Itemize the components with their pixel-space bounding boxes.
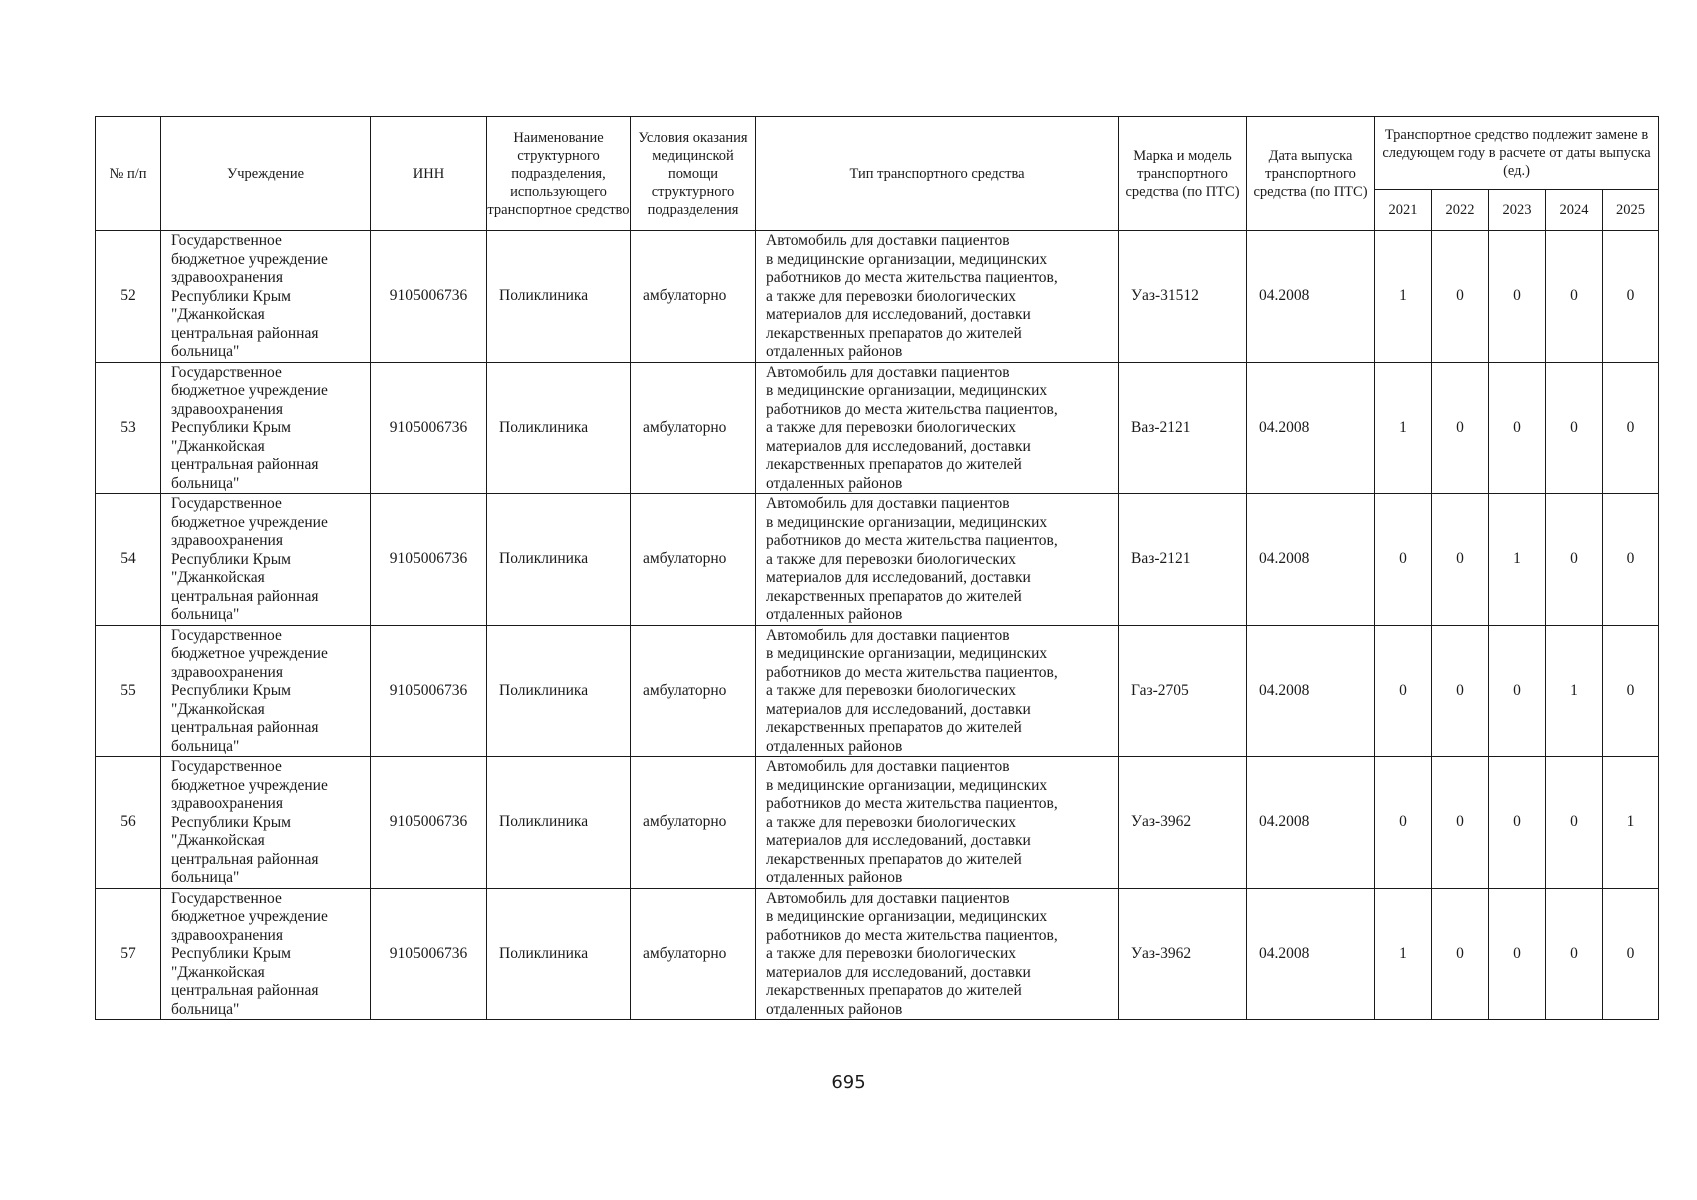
row-year-2024: 0 [1546, 231, 1603, 363]
row-year-2022: 0 [1432, 888, 1489, 1020]
row-year-2023: 0 [1489, 625, 1546, 757]
table-row [96, 362, 1659, 494]
page-number: 695 [831, 1072, 866, 1093]
row-vehicle-type: Автомобиль для доставки пациентов в медицинские организации, медицинских работников до места жительства пациентов, а также для перевозки биологических материалов для исследований, доставки лекарственных препаратов до жителей отдаленных районов [756, 888, 1119, 1020]
header-type: Тип транспортного средства [756, 117, 1119, 231]
row-inn: 9105006736 [371, 625, 487, 757]
header-org: Учреждение [161, 117, 371, 231]
row-conditions: амбулаторно [631, 757, 756, 889]
row-vehicle-type: Автомобиль для доставки пациентов в медицинские организации, медицинских работников до места жительства пациентов, а также для перевозки биологических материалов для исследований, доставки лекарственных препаратов до жителей отдаленных районов [756, 625, 1119, 757]
row-conditions: амбулаторно [631, 362, 756, 494]
row-release-date: 04.2008 [1247, 757, 1375, 889]
row-organization: Государственное бюджетное учреждение здравоохранения Республики Крым "Джанкойская центральная районная больница" [161, 231, 371, 363]
row-organization: Государственное бюджетное учреждение здравоохранения Республики Крым "Джанкойская центральная районная больница" [161, 757, 371, 889]
header-model: Марка и модель транспортного средства (по ПТС) [1119, 117, 1247, 231]
row-year-2024: 0 [1546, 757, 1603, 889]
row-year-2023: 0 [1489, 362, 1546, 494]
row-year-2021: 0 [1375, 494, 1432, 626]
row-vehicle-type: Автомобиль для доставки пациентов в медицинские организации, медицинских работников до места жительства пациентов, а также для перевозки биологических материалов для исследований, доставки лекарственных препаратов до жителей отдаленных районов [756, 757, 1119, 889]
header-num: № п/п [96, 117, 161, 231]
row-vehicle-type: Автомобиль для доставки пациентов в медицинские организации, медицинских работников до места жительства пациентов, а также для перевозки биологических материалов для исследований, доставки лекарственных препаратов до жителей отдаленных районов [756, 362, 1119, 494]
row-vehicle-type: Автомобиль для доставки пациентов в медицинские организации, медицинских работников до места жительства пациентов, а также для перевозки биологических материалов для исследований, доставки лекарственных препаратов до жителей отдаленных районов [756, 494, 1119, 626]
row-release-date: 04.2008 [1247, 362, 1375, 494]
row-release-date: 04.2008 [1247, 888, 1375, 1020]
row-conditions: амбулаторно [631, 625, 756, 757]
row-number: 55 [96, 625, 161, 757]
row-inn: 9105006736 [371, 231, 487, 363]
row-inn: 9105006736 [371, 494, 487, 626]
row-vehicle-model: Ваз-2121 [1119, 494, 1247, 626]
header-inn: ИНН [371, 117, 487, 231]
row-unit: Поликлиника [487, 888, 631, 1020]
table-row [96, 757, 1659, 889]
table-row [96, 625, 1659, 757]
vehicle-table [95, 116, 1659, 1020]
header-year: 2022 [1432, 190, 1489, 231]
row-organization: Государственное бюджетное учреждение здравоохранения Республики Крым "Джанкойская центральная районная больница" [161, 625, 371, 757]
row-unit: Поликлиника [487, 625, 631, 757]
row-year-2022: 0 [1432, 494, 1489, 626]
table-row [96, 494, 1659, 626]
row-year-2022: 0 [1432, 362, 1489, 494]
row-year-2023: 0 [1489, 757, 1546, 889]
row-year-2025: 0 [1603, 494, 1659, 626]
row-year-2023: 1 [1489, 494, 1546, 626]
row-year-2021: 1 [1375, 888, 1432, 1020]
row-organization: Государственное бюджетное учреждение здравоохранения Республики Крым "Джанкойская центральная районная больница" [161, 494, 371, 626]
row-conditions: амбулаторно [631, 494, 756, 626]
row-vehicle-model: Уаз-31512 [1119, 231, 1247, 363]
row-year-2025: 1 [1603, 757, 1659, 889]
header-year: 2021 [1375, 190, 1432, 231]
table-row [96, 888, 1659, 1020]
row-unit: Поликлиника [487, 231, 631, 363]
header-unit: Наименование структурного подразделения, использующего транспортное средство [487, 117, 631, 231]
row-year-2021: 0 [1375, 757, 1432, 889]
row-release-date: 04.2008 [1247, 625, 1375, 757]
header-row [96, 117, 1659, 190]
row-number: 56 [96, 757, 161, 889]
row-year-2022: 0 [1432, 625, 1489, 757]
row-inn: 9105006736 [371, 362, 487, 494]
table-body [96, 231, 1659, 1020]
row-year-2022: 0 [1432, 757, 1489, 889]
table-header [96, 117, 1659, 231]
row-number: 53 [96, 362, 161, 494]
row-vehicle-model: Уаз-3962 [1119, 757, 1247, 889]
row-year-2021: 1 [1375, 362, 1432, 494]
row-year-2021: 0 [1375, 625, 1432, 757]
row-unit: Поликлиника [487, 757, 631, 889]
header-replacement: Транспортное средство подлежит замене в следующем году в расчете от даты выпуска (ед.) [1375, 117, 1659, 190]
row-year-2021: 1 [1375, 231, 1432, 363]
row-year-2024: 0 [1546, 494, 1603, 626]
row-year-2025: 0 [1603, 888, 1659, 1020]
header-date: Дата выпуска транспортного средства (по ПТС) [1247, 117, 1375, 231]
row-inn: 9105006736 [371, 757, 487, 889]
row-conditions: амбулаторно [631, 231, 756, 363]
row-year-2023: 0 [1489, 231, 1546, 363]
row-vehicle-model: Уаз-3962 [1119, 888, 1247, 1020]
row-year-2023: 0 [1489, 888, 1546, 1020]
row-release-date: 04.2008 [1247, 231, 1375, 363]
header-conditions: Условия оказания медицинской помощи структурного подразделения [631, 117, 756, 231]
row-year-2025: 0 [1603, 231, 1659, 363]
row-year-2024: 1 [1546, 625, 1603, 757]
row-inn: 9105006736 [371, 888, 487, 1020]
header-year: 2024 [1546, 190, 1603, 231]
row-vehicle-model: Газ-2705 [1119, 625, 1247, 757]
row-conditions: амбулаторно [631, 888, 756, 1020]
row-year-2022: 0 [1432, 231, 1489, 363]
row-year-2025: 0 [1603, 625, 1659, 757]
row-unit: Поликлиника [487, 494, 631, 626]
row-vehicle-type: Автомобиль для доставки пациентов в медицинские организации, медицинских работников до места жительства пациентов, а также для перевозки биологических материалов для исследований, доставки лекарственных препаратов до жителей отдаленных районов [756, 231, 1119, 363]
row-release-date: 04.2008 [1247, 494, 1375, 626]
row-year-2024: 0 [1546, 888, 1603, 1020]
header-year: 2023 [1489, 190, 1546, 231]
row-number: 52 [96, 231, 161, 363]
row-organization: Государственное бюджетное учреждение здравоохранения Республики Крым "Джанкойская центральная районная больница" [161, 888, 371, 1020]
row-number: 57 [96, 888, 161, 1020]
row-unit: Поликлиника [487, 362, 631, 494]
table-row [96, 231, 1659, 363]
row-year-2024: 0 [1546, 362, 1603, 494]
row-number: 54 [96, 494, 161, 626]
row-organization: Государственное бюджетное учреждение здравоохранения Республики Крым "Джанкойская центральная районная больница" [161, 362, 371, 494]
row-year-2025: 0 [1603, 362, 1659, 494]
row-vehicle-model: Ваз-2121 [1119, 362, 1247, 494]
header-year: 2025 [1603, 190, 1659, 231]
